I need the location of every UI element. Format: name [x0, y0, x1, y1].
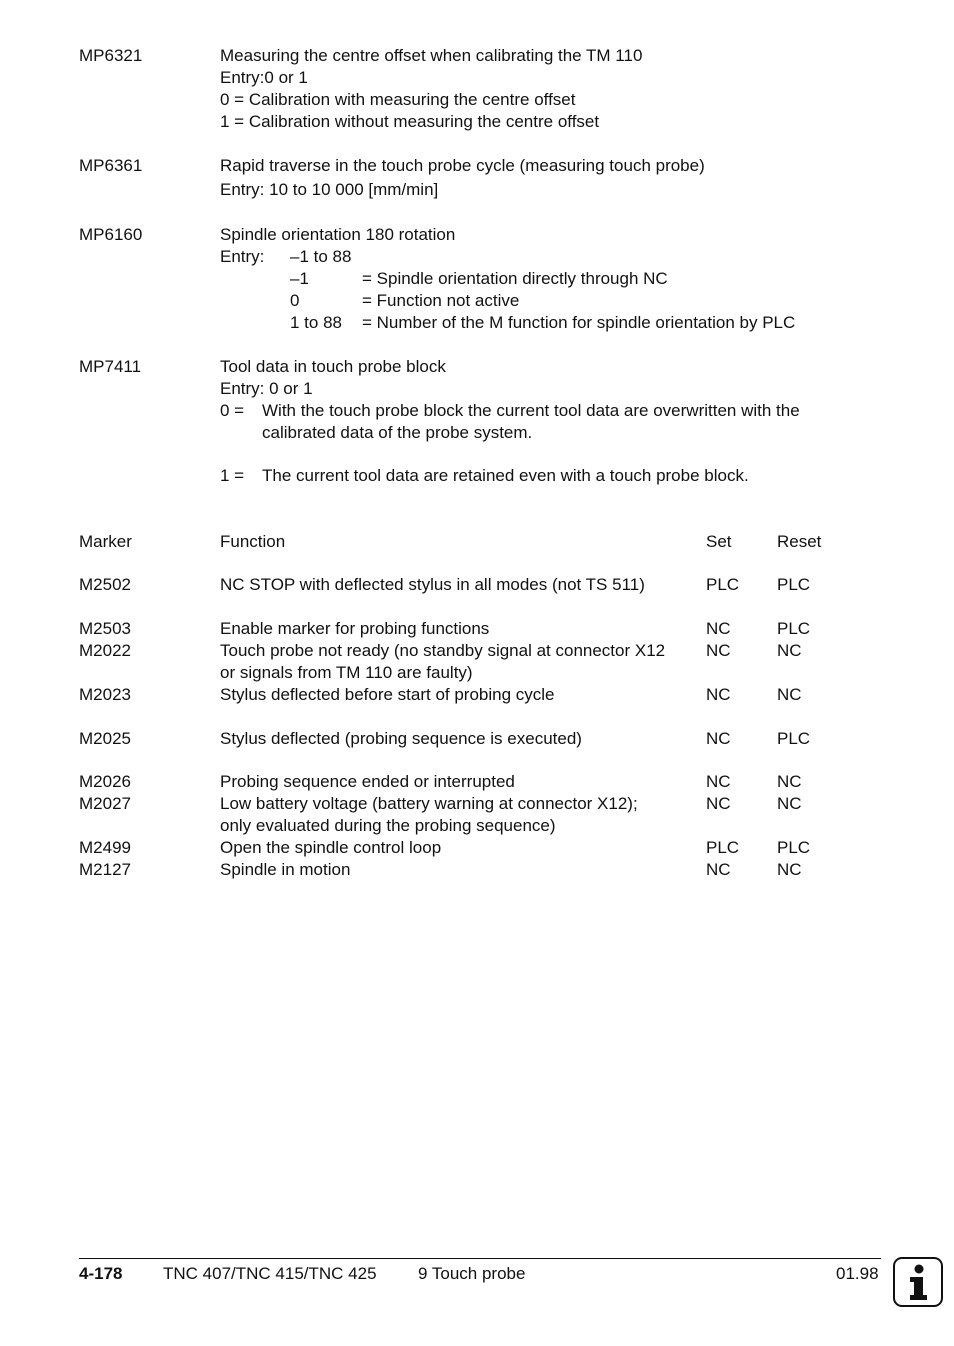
- footer-rule: [79, 1258, 881, 1259]
- marker-set: NC: [706, 772, 731, 791]
- footer-models: TNC 407/TNC 415/TNC 425: [163, 1264, 377, 1283]
- marker-code: M2022: [79, 641, 131, 660]
- info-icon-glyph: [895, 1259, 941, 1305]
- marker-function: Low battery voltage (battery warning at connector X12);: [220, 794, 638, 813]
- marker-code: M2502: [79, 575, 131, 594]
- marker-reset: NC: [777, 794, 802, 813]
- param-code-mp6321: MP6321: [79, 46, 143, 65]
- info-icon[interactable]: [893, 1257, 943, 1307]
- marker-set: NC: [706, 729, 731, 748]
- marker-code: M2023: [79, 685, 131, 704]
- option-key: 0 =: [220, 401, 245, 420]
- param-code-mp7411: MP7411: [79, 357, 142, 376]
- marker-reset: PLC: [777, 729, 811, 748]
- marker-function: Touch probe not ready (no standby signal at connector X12: [220, 641, 666, 660]
- table-header-marker: Marker: [79, 532, 132, 551]
- param-entry-range-mp6160: –1 to 88: [290, 247, 352, 266]
- marker-function-continued: only evaluated during the probing sequence): [220, 816, 556, 835]
- marker-code: M2027: [79, 794, 131, 813]
- marker-set: NC: [706, 794, 731, 813]
- param-entry-label-mp6160: Entry:: [220, 247, 265, 266]
- marker-function: Stylus deflected before start of probing cycle: [220, 685, 555, 704]
- marker-set: NC: [706, 641, 731, 660]
- param-title-mp7411: Tool data in touch probe block: [220, 357, 446, 376]
- marker-function: Open the spindle control loop: [220, 838, 442, 857]
- param-code-mp6361: MP6361: [79, 156, 143, 175]
- marker-set: NC: [706, 860, 731, 879]
- option-text: = Function not active: [362, 291, 520, 310]
- marker-function: Stylus deflected (probing sequence is executed): [220, 729, 582, 748]
- option-text-continued: calibrated data of the probe system.: [262, 423, 533, 442]
- param-title-mp6321: Measuring the centre offset when calibrating the TM 110: [220, 46, 643, 65]
- marker-code: M2503: [79, 619, 131, 638]
- marker-code: M2025: [79, 729, 131, 748]
- marker-reset: NC: [777, 772, 802, 791]
- option-value: 1 to 88: [290, 313, 342, 332]
- marker-set: PLC: [706, 838, 740, 857]
- footer-date: 01.98: [836, 1264, 879, 1283]
- marker-code: M2127: [79, 860, 131, 879]
- option-value: 0: [290, 291, 300, 310]
- marker-set: NC: [706, 685, 731, 704]
- marker-function: Enable marker for probing functions: [220, 619, 490, 638]
- param-entry-mp6361: Entry: 10 to 10 000 [mm/min]: [220, 180, 439, 199]
- option-text: With the touch probe block the current tool data are overwritten with the: [262, 401, 800, 420]
- param-title-mp6361: Rapid traverse in the touch probe cycle (measuring touch probe): [220, 156, 705, 175]
- param-option-1-mp6321: 1 = Calibration without measuring the centre offset: [220, 112, 600, 131]
- option-text: = Number of the M function for spindle orientation by PLC: [362, 313, 796, 332]
- marker-reset: NC: [777, 641, 802, 660]
- marker-function: Spindle in motion: [220, 860, 351, 879]
- option-text: = Spindle orientation directly through NC: [362, 269, 668, 288]
- marker-reset: PLC: [777, 838, 811, 857]
- marker-reset: PLC: [777, 619, 811, 638]
- option-text: The current tool data are retained even with a touch probe block.: [262, 466, 749, 485]
- marker-function: Probing sequence ended or interrupted: [220, 772, 515, 791]
- param-option-0-mp6321: 0 = Calibration with measuring the centre offset: [220, 90, 576, 109]
- marker-code: M2026: [79, 772, 131, 791]
- page-number: 4-178: [79, 1264, 123, 1283]
- param-title-mp6160: Spindle orientation 180 rotation: [220, 225, 456, 244]
- marker-set: NC: [706, 619, 731, 638]
- param-entry-mp7411: Entry: 0 or 1: [220, 379, 313, 398]
- option-key: 1 =: [220, 466, 245, 485]
- marker-set: PLC: [706, 575, 740, 594]
- marker-reset: PLC: [777, 575, 811, 594]
- table-header-function: Function: [220, 532, 286, 551]
- table-header-reset: Reset: [777, 532, 822, 551]
- table-header-set: Set: [706, 532, 732, 551]
- marker-reset: NC: [777, 685, 802, 704]
- marker-code: M2499: [79, 838, 131, 857]
- marker-function-continued: or signals from TM 110 are faulty): [220, 663, 473, 682]
- param-code-mp6160: MP6160: [79, 225, 143, 244]
- option-value: –1: [290, 269, 309, 288]
- marker-function: NC STOP with deflected stylus in all modes (not TS 511): [220, 575, 645, 594]
- param-entry-mp6321: Entry:0 or 1: [220, 68, 308, 87]
- marker-reset: NC: [777, 860, 802, 879]
- footer-chapter: 9 Touch probe: [418, 1264, 526, 1283]
